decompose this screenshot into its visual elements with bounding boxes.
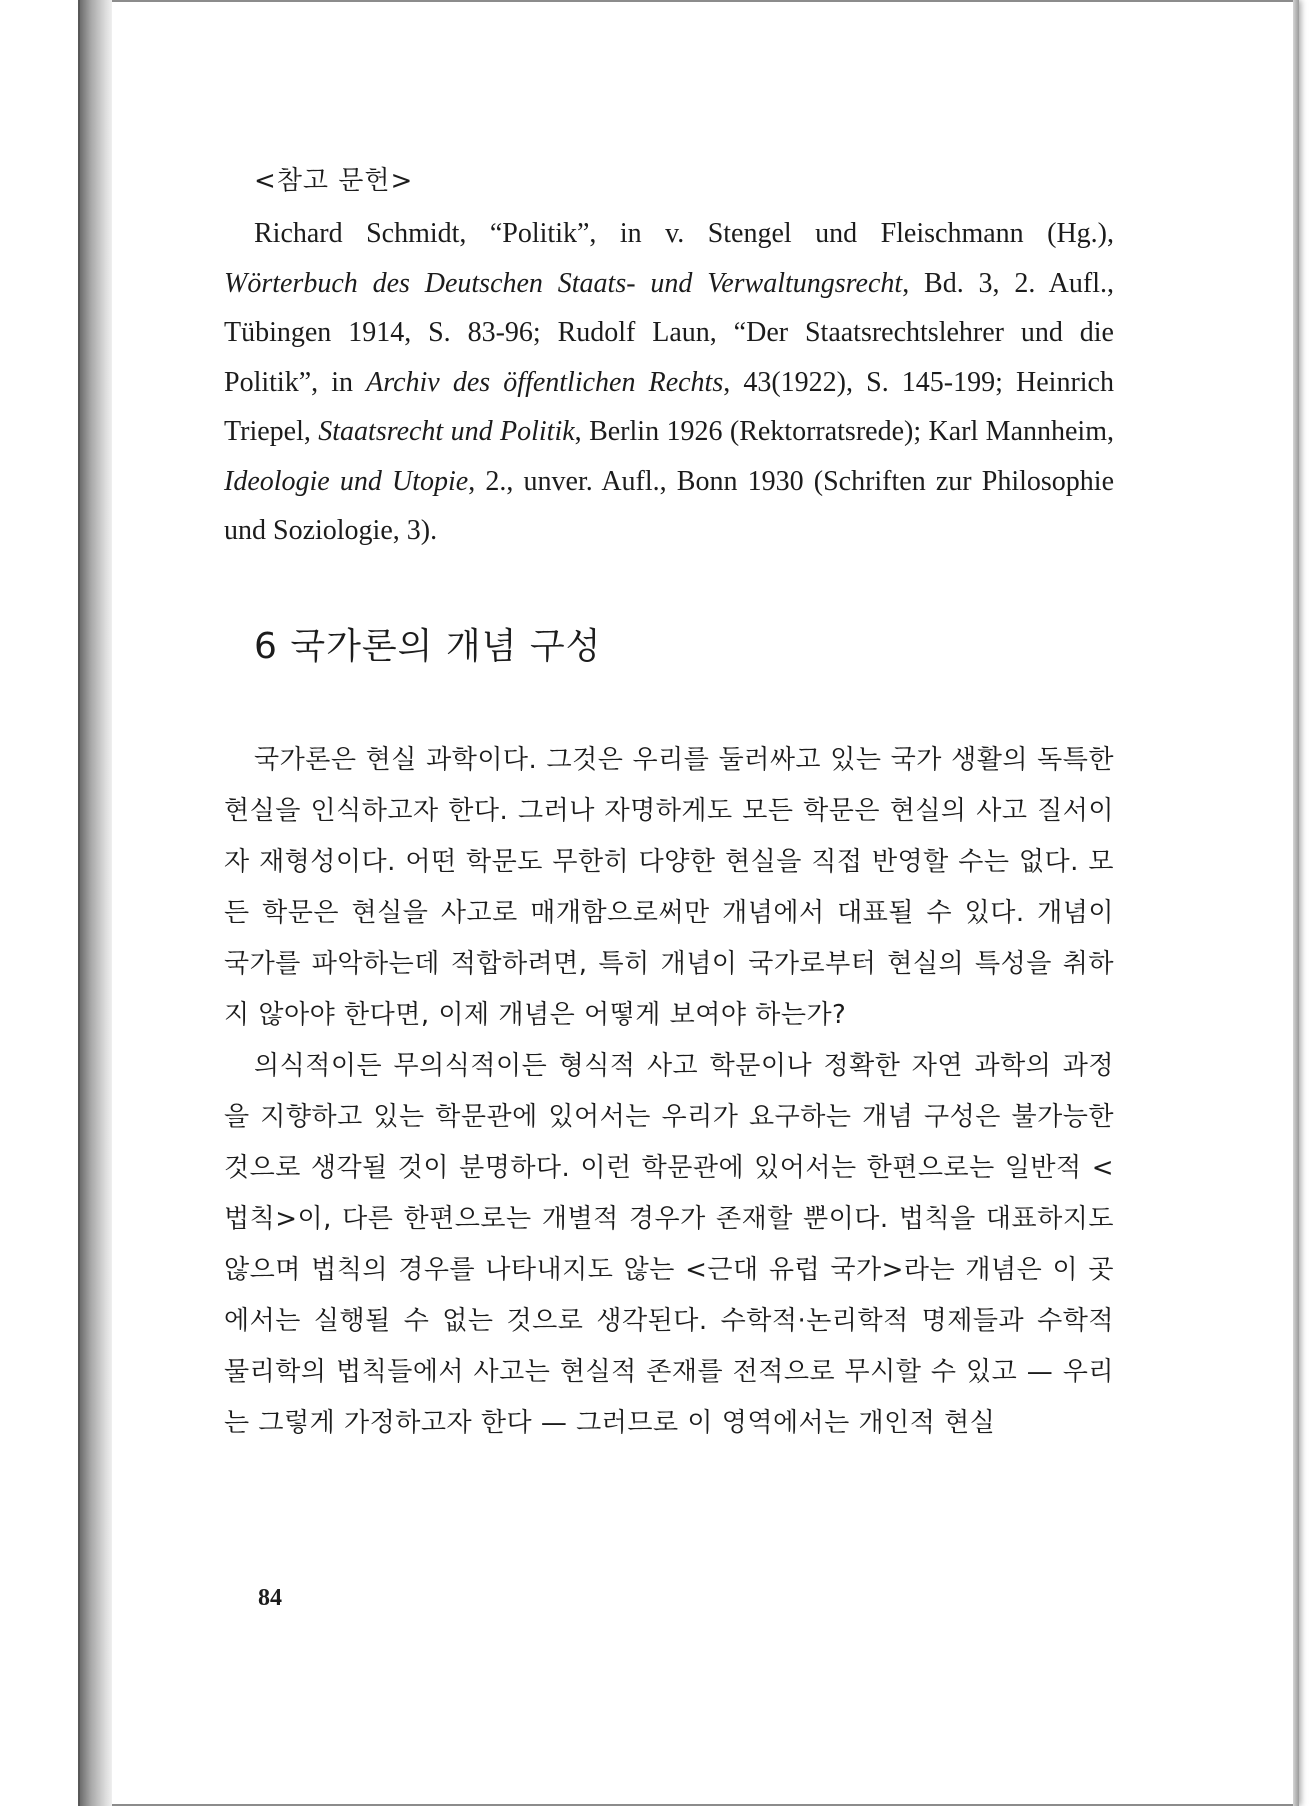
body-paragraph-2: 의식적이든 무의식적이든 형식적 사고 학문이나 정확한 자연 과학의 과정을 지향하고 있는 학문관에 있어서는 우리가 요구하는 개념 구성은 불가능한 것으로 생각될 것이 분명하다. 이런 학문관에 있어서는 한편으로는 일반적 <법칙>이, 다른 한편으로는 개별적 경우가 존재할 뿐이다. 법칙을 대표하지도 않으며 법칙의 경우를 나타내지도 않는 <근대 유럽 국가>라는 개념은 이 곳에서는 실행될 수 없는 것으로 생각된다. 수학적·논리학적 명제들과 수학적 물리학의 법칙들에서 사고는 현실적 존재를 전적으로 무시할 수 있고 — 우리는 그렇게 가정하고자 한다 — 그러므로 이 영역에서는 개인적 현실 (224, 1050, 1114, 1438)
reference-text-segment: Richard Schmidt, “Politik”, in v. Stengel und Fleischmann (Hg.), (254, 218, 1114, 249)
reference-text-segment: , Bd. 3, 2. Aufl., Tübingen 1914, S. 83-96; Rudolf Laun, “Der Staatsrechtslehrer und die Politik”, in (224, 267, 1114, 398)
body-paragraph-1: 국가론은 현실 과학이다. 그것은 우리를 둘러싸고 있는 국가 생활의 독특한 현실을 인식하고자 한다. 그러나 자명하게도 모든 학문은 현실의 사고 질서이자 재형성이다. 어떤 학문도 무한히 다양한 현실을 직접 반영할 수는 없다. 모든 학문은 현실을 사고로 매개함으로써만 개념에서 대표될 수 있다. 개념이 국가를 파악하는데 적합하려면, 특히 개념이 국가로부터 현실의 특성을 취하지 않아야 한다면, 이제 개념은 어떻게 보여야 하는가? (224, 744, 1114, 1030)
chapter-title: 6 국가론의 개념 구성 (254, 625, 602, 667)
reference-title-italic: Staatsrecht und Politik (318, 416, 575, 447)
page-right-edge (1293, 0, 1299, 1806)
book-spine (80, 0, 112, 1806)
reference-text-segment: , 2., unver. Aufl., Bonn 1930 (Schriften zur Philosophie und Soziologie, 3). (224, 465, 1114, 546)
references-heading: <참고 문헌> (254, 166, 414, 196)
page-content (224, 160, 1114, 1449)
reference-title-italic: Archiv des öffentlichen Rechts (366, 366, 724, 398)
reference-title-italic: Ideologie und Utopie (224, 465, 469, 497)
references-text (224, 209, 1114, 556)
reference-text-segment: , 43(1922), S. 145-199; Heinrich Triepel, (224, 366, 1114, 447)
page-number: 84 (258, 1585, 282, 1611)
reference-title-italic: Wörterbuch des Deutschen Staats- und Verwaltungsrecht (224, 267, 903, 299)
reference-text-segment: , Berlin 1926 (Rektorratsrede); Karl Mannheim, (574, 416, 1114, 447)
